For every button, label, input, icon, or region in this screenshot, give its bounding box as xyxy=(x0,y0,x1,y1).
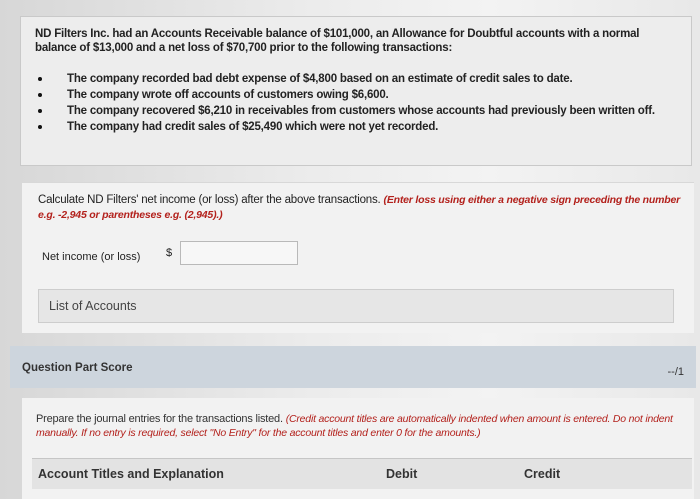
bullet-icon xyxy=(38,125,42,129)
journal-table-header xyxy=(32,458,692,489)
calc-question: Calculate ND Filters' net income (or loss) after the above transactions. (Enter loss using either a negative sign preceding the number e.g. -2,945 or parentheses e.g. (2,945).) xyxy=(38,194,680,221)
list-item: The company recovered $6,210 in receivables from customers whose accounts had previously been written off. xyxy=(35,103,675,119)
question-part-score-bar xyxy=(10,346,696,388)
problem-intro: ND Filters Inc. had an Accounts Receivable balance of $101,000, an Allowance for Doubtful accounts with a normal balance of $13,000 and a net loss of $70,700 prior to the following transactions: xyxy=(35,28,640,54)
score-label: Question Part Score xyxy=(22,362,133,374)
problem-statement xyxy=(20,16,692,166)
column-header-account: Account Titles and Explanation xyxy=(38,467,224,481)
column-header-debit: Debit xyxy=(386,467,418,481)
bullet-icon xyxy=(38,77,42,81)
net-income-label: Net income (or loss) xyxy=(42,251,141,263)
bullet-icon xyxy=(38,109,42,113)
net-income-input[interactable] xyxy=(180,241,298,265)
bullet-icon xyxy=(38,93,42,97)
net-income-section xyxy=(22,182,694,333)
list-item: The company recorded bad debt expense of $4,800 based on an estimate of credit sales to date. xyxy=(35,71,675,87)
journal-instruction-note: (Credit account titles are automatically indented when amount is entered. Do not indent manually. If no entry is required, select "No Entry" for the account titles and enter 0 for the amounts.) xyxy=(36,413,673,439)
journal-entry-section xyxy=(22,398,694,499)
list-of-accounts-button[interactable]: List of Accounts xyxy=(38,289,674,323)
journal-instructions: Prepare the journal entries for the transactions listed. (Credit account titles are automatically indented when amount is entered. Do not indent manually. If no entry is required, select "No Entry" for the account titles and enter 0 for the amounts.) xyxy=(36,413,673,439)
list-item: The company had credit sales of $25,490 which were not yet recorded. xyxy=(35,119,675,135)
column-header-credit: Credit xyxy=(524,467,561,481)
list-item: The company wrote off accounts of customers owing $6,600. xyxy=(35,87,675,103)
entry-instruction: (Enter loss using either a negative sign preceding the number e.g. -2,945 or parentheses e.g. (2,945).) xyxy=(38,194,680,221)
transaction-list xyxy=(35,71,675,135)
currency-symbol: $ xyxy=(166,247,173,259)
score-value: --/1 xyxy=(667,366,684,378)
